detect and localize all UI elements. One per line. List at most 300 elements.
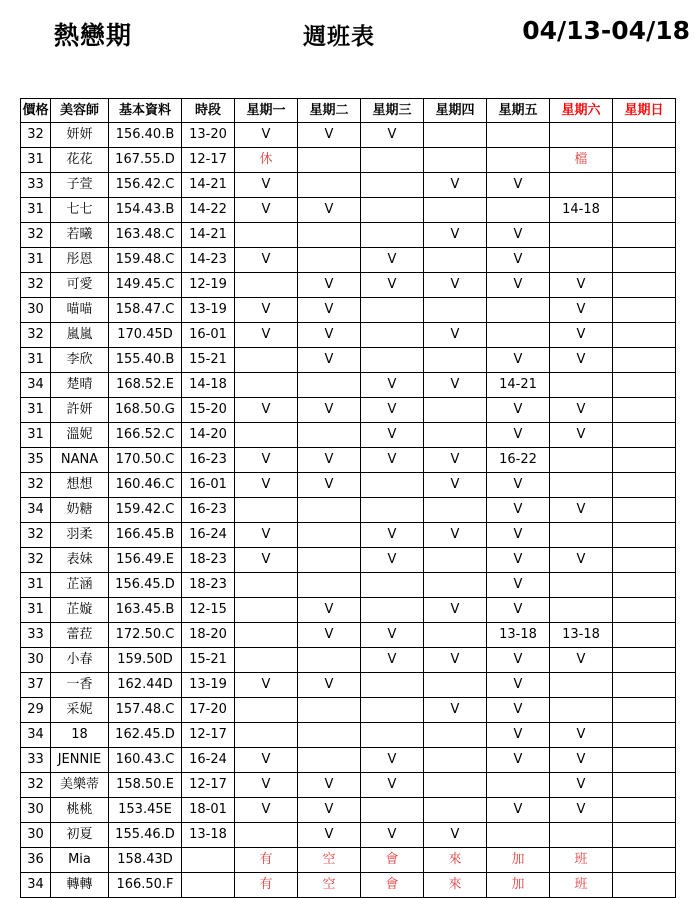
cell-fri[interactable]: V [487, 748, 550, 773]
cell-tue[interactable]: V [298, 323, 361, 348]
cell-fri[interactable]: V [487, 248, 550, 273]
cell-thu[interactable] [424, 498, 487, 523]
cell-mon[interactable]: 休 [235, 148, 298, 173]
cell-sun[interactable] [613, 248, 676, 273]
cell-sun[interactable] [613, 423, 676, 448]
cell-stylist[interactable]: 蕾菈 [51, 623, 109, 648]
cell-tue[interactable]: V [298, 773, 361, 798]
cell-sat[interactable] [550, 698, 613, 723]
cell-stylist[interactable]: 采妮 [51, 698, 109, 723]
cell-wed[interactable] [361, 298, 424, 323]
cell-info[interactable]: 156.45.D [109, 573, 182, 598]
cell-wed[interactable] [361, 348, 424, 373]
cell-thu[interactable]: V [424, 648, 487, 673]
cell-shift[interactable]: 13-19 [182, 673, 235, 698]
cell-mon[interactable] [235, 273, 298, 298]
cell-info[interactable]: 162.44D [109, 673, 182, 698]
cell-info[interactable]: 166.52.C [109, 423, 182, 448]
cell-info[interactable]: 159.48.C [109, 248, 182, 273]
cell-shift[interactable]: 13-20 [182, 123, 235, 148]
cell-info[interactable]: 153.45E [109, 798, 182, 823]
cell-wed[interactable]: V [361, 248, 424, 273]
cell-sun[interactable] [613, 523, 676, 548]
cell-info[interactable]: 166.45.B [109, 523, 182, 548]
cell-sun[interactable] [613, 448, 676, 473]
cell-sun[interactable] [613, 198, 676, 223]
cell-shift[interactable]: 14-21 [182, 223, 235, 248]
cell-sun[interactable] [613, 373, 676, 398]
cell-info[interactable]: 172.50.C [109, 623, 182, 648]
cell-wed[interactable] [361, 598, 424, 623]
cell-mon[interactable]: V [235, 448, 298, 473]
cell-mon[interactable] [235, 373, 298, 398]
cell-price[interactable]: 32 [21, 223, 51, 248]
cell-price[interactable]: 32 [21, 323, 51, 348]
cell-tue[interactable]: 空 [298, 848, 361, 873]
cell-sun[interactable] [613, 798, 676, 823]
cell-sat[interactable]: V [550, 548, 613, 573]
cell-info[interactable]: 162.45.D [109, 723, 182, 748]
cell-shift[interactable]: 14-23 [182, 248, 235, 273]
cell-price[interactable]: 34 [21, 498, 51, 523]
cell-info[interactable]: 170.45D [109, 323, 182, 348]
cell-tue[interactable]: V [298, 673, 361, 698]
cell-price[interactable]: 31 [21, 148, 51, 173]
cell-sat[interactable]: V [550, 273, 613, 298]
cell-sat[interactable]: V [550, 498, 613, 523]
cell-mon[interactable]: V [235, 673, 298, 698]
cell-stylist[interactable]: 許妍 [51, 398, 109, 423]
cell-tue[interactable] [298, 498, 361, 523]
cell-shift[interactable]: 16-01 [182, 323, 235, 348]
cell-sun[interactable] [613, 323, 676, 348]
cell-sat[interactable]: V [550, 348, 613, 373]
cell-shift[interactable]: 16-23 [182, 448, 235, 473]
cell-wed[interactable] [361, 573, 424, 598]
cell-wed[interactable] [361, 798, 424, 823]
cell-sat[interactable] [550, 673, 613, 698]
cell-wed[interactable]: V [361, 623, 424, 648]
cell-shift[interactable]: 17-20 [182, 698, 235, 723]
cell-info[interactable]: 168.52.E [109, 373, 182, 398]
cell-thu[interactable] [424, 198, 487, 223]
cell-price[interactable]: 32 [21, 123, 51, 148]
cell-fri[interactable] [487, 148, 550, 173]
cell-sat[interactable]: V [550, 798, 613, 823]
cell-stylist[interactable]: 一香 [51, 673, 109, 698]
cell-tue[interactable] [298, 748, 361, 773]
cell-wed[interactable] [361, 223, 424, 248]
cell-wed[interactable] [361, 673, 424, 698]
cell-wed[interactable]: V [361, 748, 424, 773]
cell-price[interactable]: 31 [21, 198, 51, 223]
cell-mon[interactable]: V [235, 398, 298, 423]
cell-shift[interactable]: 18-23 [182, 548, 235, 573]
cell-shift[interactable]: 18-20 [182, 623, 235, 648]
cell-tue[interactable] [298, 723, 361, 748]
cell-shift[interactable]: 12-17 [182, 773, 235, 798]
cell-sun[interactable] [613, 848, 676, 873]
cell-price[interactable]: 36 [21, 848, 51, 873]
cell-wed[interactable] [361, 173, 424, 198]
cell-sun[interactable] [613, 273, 676, 298]
cell-thu[interactable]: V [424, 173, 487, 198]
cell-info[interactable]: 160.46.C [109, 473, 182, 498]
cell-info[interactable]: 159.42.C [109, 498, 182, 523]
cell-sat[interactable]: V [550, 423, 613, 448]
cell-mon[interactable] [235, 598, 298, 623]
cell-sat[interactable]: 13-18 [550, 623, 613, 648]
cell-sun[interactable] [613, 148, 676, 173]
cell-shift[interactable]: 18-01 [182, 798, 235, 823]
cell-mon[interactable]: V [235, 298, 298, 323]
cell-sat[interactable] [550, 373, 613, 398]
cell-fri[interactable]: 16-22 [487, 448, 550, 473]
cell-thu[interactable] [424, 298, 487, 323]
cell-stylist[interactable]: 溫妮 [51, 423, 109, 448]
cell-tue[interactable] [298, 698, 361, 723]
cell-price[interactable]: 31 [21, 348, 51, 373]
cell-mon[interactable]: V [235, 198, 298, 223]
cell-shift[interactable]: 15-20 [182, 398, 235, 423]
cell-fri[interactable]: V [487, 348, 550, 373]
cell-fri[interactable]: V [487, 648, 550, 673]
cell-sun[interactable] [613, 598, 676, 623]
cell-sat[interactable]: 班 [550, 873, 613, 898]
cell-mon[interactable] [235, 498, 298, 523]
cell-shift[interactable] [182, 848, 235, 873]
cell-mon[interactable]: 有 [235, 873, 298, 898]
cell-mon[interactable]: V [235, 473, 298, 498]
cell-sun[interactable] [613, 873, 676, 898]
cell-sat[interactable] [550, 573, 613, 598]
cell-stylist[interactable]: 喵喵 [51, 298, 109, 323]
cell-tue[interactable]: V [298, 348, 361, 373]
cell-wed[interactable]: 會 [361, 848, 424, 873]
cell-stylist[interactable]: 李欣 [51, 348, 109, 373]
cell-price[interactable]: 30 [21, 298, 51, 323]
cell-mon[interactable]: V [235, 523, 298, 548]
cell-tue[interactable]: V [298, 823, 361, 848]
cell-shift[interactable]: 12-17 [182, 723, 235, 748]
cell-wed[interactable] [361, 723, 424, 748]
cell-price[interactable]: 33 [21, 623, 51, 648]
cell-tue[interactable]: V [298, 273, 361, 298]
cell-fri[interactable]: V [487, 698, 550, 723]
cell-fri[interactable]: 14-21 [487, 373, 550, 398]
cell-mon[interactable] [235, 723, 298, 748]
cell-wed[interactable]: V [361, 648, 424, 673]
cell-thu[interactable] [424, 723, 487, 748]
cell-thu[interactable] [424, 573, 487, 598]
cell-mon[interactable]: V [235, 173, 298, 198]
cell-mon[interactable] [235, 648, 298, 673]
cell-sat[interactable] [550, 598, 613, 623]
cell-info[interactable]: 155.40.B [109, 348, 182, 373]
cell-tue[interactable]: V [298, 798, 361, 823]
cell-shift[interactable]: 16-24 [182, 523, 235, 548]
cell-wed[interactable]: V [361, 373, 424, 398]
cell-stylist[interactable]: 小春 [51, 648, 109, 673]
cell-shift[interactable]: 14-21 [182, 173, 235, 198]
cell-wed[interactable] [361, 698, 424, 723]
cell-info[interactable]: 163.48.C [109, 223, 182, 248]
cell-price[interactable]: 33 [21, 748, 51, 773]
cell-wed[interactable]: V [361, 398, 424, 423]
cell-wed[interactable]: V [361, 123, 424, 148]
cell-sun[interactable] [613, 298, 676, 323]
cell-price[interactable]: 34 [21, 723, 51, 748]
cell-stylist[interactable]: 子萱 [51, 173, 109, 198]
cell-sat[interactable]: 14-18 [550, 198, 613, 223]
cell-info[interactable]: 163.45.B [109, 598, 182, 623]
cell-wed[interactable] [361, 473, 424, 498]
cell-shift[interactable]: 13-19 [182, 298, 235, 323]
cell-fri[interactable]: V [487, 173, 550, 198]
cell-stylist[interactable]: 想想 [51, 473, 109, 498]
cell-shift[interactable]: 14-20 [182, 423, 235, 448]
cell-price[interactable]: 29 [21, 698, 51, 723]
cell-wed[interactable]: V [361, 448, 424, 473]
cell-wed[interactable] [361, 498, 424, 523]
cell-fri[interactable]: V [487, 498, 550, 523]
cell-stylist[interactable]: 初夏 [51, 823, 109, 848]
cell-fri[interactable]: V [487, 523, 550, 548]
cell-info[interactable]: 170.50.C [109, 448, 182, 473]
cell-wed[interactable]: V [361, 548, 424, 573]
cell-shift[interactable]: 16-01 [182, 473, 235, 498]
cell-tue[interactable] [298, 148, 361, 173]
cell-thu[interactable] [424, 798, 487, 823]
cell-price[interactable]: 32 [21, 773, 51, 798]
cell-mon[interactable] [235, 823, 298, 848]
cell-price[interactable]: 31 [21, 598, 51, 623]
cell-mon[interactable]: V [235, 548, 298, 573]
cell-sat[interactable]: V [550, 298, 613, 323]
cell-fri[interactable] [487, 298, 550, 323]
cell-thu[interactable]: 來 [424, 848, 487, 873]
cell-price[interactable]: 30 [21, 798, 51, 823]
cell-price[interactable]: 32 [21, 548, 51, 573]
cell-thu[interactable] [424, 623, 487, 648]
cell-sun[interactable] [613, 123, 676, 148]
cell-sun[interactable] [613, 498, 676, 523]
cell-sat[interactable]: V [550, 748, 613, 773]
cell-fri[interactable]: V [487, 548, 550, 573]
cell-thu[interactable] [424, 748, 487, 773]
cell-info[interactable]: 166.50.F [109, 873, 182, 898]
cell-tue[interactable] [298, 548, 361, 573]
cell-stylist[interactable]: 18 [51, 723, 109, 748]
cell-sat[interactable] [550, 473, 613, 498]
cell-sun[interactable] [613, 698, 676, 723]
cell-fri[interactable]: V [487, 573, 550, 598]
cell-sun[interactable] [613, 773, 676, 798]
cell-tue[interactable] [298, 248, 361, 273]
cell-info[interactable]: 158.43D [109, 848, 182, 873]
cell-thu[interactable]: V [424, 698, 487, 723]
cell-price[interactable]: 30 [21, 648, 51, 673]
cell-fri[interactable]: V [487, 273, 550, 298]
cell-sun[interactable] [613, 348, 676, 373]
cell-shift[interactable]: 18-23 [182, 573, 235, 598]
cell-thu[interactable] [424, 673, 487, 698]
cell-stylist[interactable]: JENNIE [51, 748, 109, 773]
cell-sat[interactable]: V [550, 398, 613, 423]
cell-sat[interactable] [550, 123, 613, 148]
cell-price[interactable]: 32 [21, 273, 51, 298]
cell-shift[interactable]: 12-19 [182, 273, 235, 298]
cell-info[interactable]: 154.43.B [109, 198, 182, 223]
cell-sun[interactable] [613, 648, 676, 673]
cell-sat[interactable] [550, 248, 613, 273]
cell-tue[interactable] [298, 223, 361, 248]
cell-tue[interactable]: V [298, 623, 361, 648]
cell-thu[interactable]: V [424, 323, 487, 348]
cell-mon[interactable]: V [235, 248, 298, 273]
cell-sat[interactable] [550, 448, 613, 473]
cell-shift[interactable]: 14-22 [182, 198, 235, 223]
cell-thu[interactable] [424, 548, 487, 573]
cell-tue[interactable] [298, 648, 361, 673]
cell-tue[interactable] [298, 523, 361, 548]
cell-mon[interactable] [235, 423, 298, 448]
cell-thu[interactable]: V [424, 373, 487, 398]
cell-mon[interactable]: V [235, 798, 298, 823]
cell-mon[interactable] [235, 623, 298, 648]
cell-tue[interactable]: V [298, 123, 361, 148]
cell-shift[interactable]: 16-23 [182, 498, 235, 523]
cell-tue[interactable]: V [298, 448, 361, 473]
cell-thu[interactable]: 來 [424, 873, 487, 898]
cell-wed[interactable] [361, 323, 424, 348]
cell-thu[interactable]: V [424, 223, 487, 248]
cell-tue[interactable] [298, 173, 361, 198]
cell-thu[interactable]: V [424, 448, 487, 473]
cell-fri[interactable] [487, 323, 550, 348]
cell-price[interactable]: 35 [21, 448, 51, 473]
cell-wed[interactable]: V [361, 773, 424, 798]
cell-thu[interactable]: V [424, 273, 487, 298]
cell-sat[interactable]: V [550, 323, 613, 348]
cell-shift[interactable]: 13-18 [182, 823, 235, 848]
cell-mon[interactable] [235, 698, 298, 723]
cell-sun[interactable] [613, 673, 676, 698]
cell-mon[interactable] [235, 348, 298, 373]
cell-price[interactable]: 34 [21, 373, 51, 398]
cell-price[interactable]: 33 [21, 173, 51, 198]
cell-price[interactable]: 31 [21, 423, 51, 448]
cell-sun[interactable] [613, 473, 676, 498]
cell-thu[interactable]: V [424, 523, 487, 548]
cell-price[interactable]: 31 [21, 398, 51, 423]
cell-fri[interactable] [487, 823, 550, 848]
cell-stylist[interactable]: 若曦 [51, 223, 109, 248]
cell-shift[interactable]: 15-21 [182, 648, 235, 673]
cell-sun[interactable] [613, 623, 676, 648]
cell-info[interactable]: 160.43.C [109, 748, 182, 773]
cell-price[interactable]: 32 [21, 473, 51, 498]
cell-sat[interactable] [550, 523, 613, 548]
cell-thu[interactable] [424, 248, 487, 273]
cell-thu[interactable] [424, 773, 487, 798]
cell-price[interactable]: 30 [21, 823, 51, 848]
cell-stylist[interactable]: 桃桃 [51, 798, 109, 823]
cell-sat[interactable]: 班 [550, 848, 613, 873]
cell-fri[interactable]: V [487, 423, 550, 448]
cell-mon[interactable]: V [235, 748, 298, 773]
cell-wed[interactable] [361, 198, 424, 223]
cell-sat[interactable] [550, 223, 613, 248]
cell-sun[interactable] [613, 748, 676, 773]
cell-mon[interactable] [235, 223, 298, 248]
cell-stylist[interactable]: 芷涵 [51, 573, 109, 598]
cell-info[interactable]: 168.50.G [109, 398, 182, 423]
cell-sun[interactable] [613, 573, 676, 598]
cell-price[interactable]: 31 [21, 573, 51, 598]
cell-stylist[interactable]: 奶糖 [51, 498, 109, 523]
cell-tue[interactable]: V [298, 598, 361, 623]
cell-shift[interactable] [182, 873, 235, 898]
cell-info[interactable]: 157.48.C [109, 698, 182, 723]
cell-fri[interactable]: V [487, 473, 550, 498]
cell-info[interactable]: 149.45.C [109, 273, 182, 298]
cell-fri[interactable]: V [487, 598, 550, 623]
cell-fri[interactable]: V [487, 798, 550, 823]
cell-tue[interactable]: V [298, 298, 361, 323]
cell-wed[interactable] [361, 148, 424, 173]
cell-shift[interactable]: 12-17 [182, 148, 235, 173]
cell-shift[interactable]: 16-24 [182, 748, 235, 773]
cell-thu[interactable] [424, 148, 487, 173]
cell-stylist[interactable]: 楚晴 [51, 373, 109, 398]
cell-fri[interactable]: 加 [487, 873, 550, 898]
cell-fri[interactable]: V [487, 398, 550, 423]
cell-stylist[interactable]: 羽柔 [51, 523, 109, 548]
cell-stylist[interactable]: NANA [51, 448, 109, 473]
cell-mon[interactable]: 有 [235, 848, 298, 873]
cell-shift[interactable]: 14-18 [182, 373, 235, 398]
cell-sun[interactable] [613, 398, 676, 423]
cell-stylist[interactable]: 七七 [51, 198, 109, 223]
cell-stylist[interactable]: 嵐嵐 [51, 323, 109, 348]
cell-info[interactable]: 156.42.C [109, 173, 182, 198]
cell-stylist[interactable]: 美樂蒂 [51, 773, 109, 798]
cell-wed[interactable]: V [361, 273, 424, 298]
cell-wed[interactable]: 會 [361, 873, 424, 898]
cell-stylist[interactable]: 花花 [51, 148, 109, 173]
cell-price[interactable]: 31 [21, 248, 51, 273]
cell-info[interactable]: 156.40.B [109, 123, 182, 148]
cell-stylist[interactable]: 彤恩 [51, 248, 109, 273]
cell-info[interactable]: 155.46.D [109, 823, 182, 848]
cell-stylist[interactable]: 轉轉 [51, 873, 109, 898]
cell-mon[interactable]: V [235, 123, 298, 148]
cell-tue[interactable]: V [298, 198, 361, 223]
cell-stylist[interactable]: 妍妍 [51, 123, 109, 148]
cell-stylist[interactable]: Mia [51, 848, 109, 873]
cell-wed[interactable]: V [361, 823, 424, 848]
cell-sat[interactable] [550, 823, 613, 848]
cell-fri[interactable]: V [487, 673, 550, 698]
cell-thu[interactable]: V [424, 823, 487, 848]
cell-tue[interactable] [298, 423, 361, 448]
cell-fri[interactable] [487, 773, 550, 798]
cell-thu[interactable]: V [424, 598, 487, 623]
cell-info[interactable]: 156.49.E [109, 548, 182, 573]
cell-stylist[interactable]: 表妹 [51, 548, 109, 573]
cell-mon[interactable]: V [235, 323, 298, 348]
